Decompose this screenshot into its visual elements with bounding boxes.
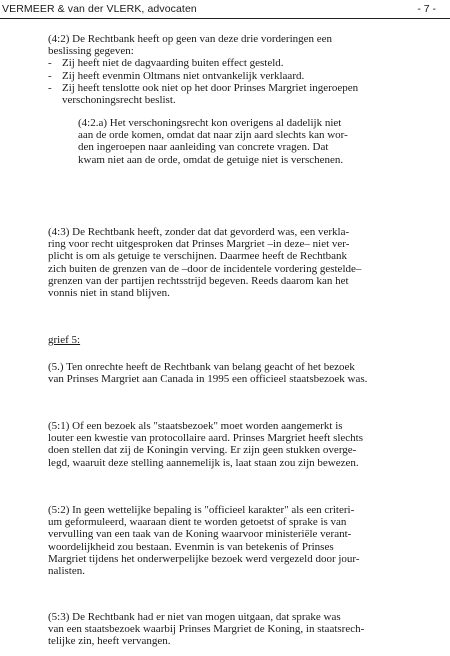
text-line: zich buiten de grenzen van de –door de incidentele vordering gestelde– bbox=[48, 262, 362, 275]
page-header bbox=[0, 0, 450, 19]
list-item bbox=[48, 70, 440, 82]
text-line: Zij heeft niet de dagvaarding buiten effect gesteld. bbox=[62, 57, 284, 70]
text-line: um geformuleerd, waaraan dient te worden getoetst of sprake is van bbox=[48, 516, 347, 529]
text-line: van Prinses Margriet aan Canada in 1995 een officieel staatsbezoek was. bbox=[48, 373, 368, 386]
text-line: (4:3) De Rechtbank heeft, zonder dat dat gevorderd was, een verkla- bbox=[48, 226, 350, 238]
bullet-list bbox=[48, 57, 440, 106]
text-line: aan de orde komen, omdat dat naar zijn aard slechts kan wor- bbox=[78, 129, 348, 142]
grief-heading: grief 5: bbox=[48, 334, 81, 346]
text-line: van een staatsbezoek waarbij Prinses Margriet de Koning, in staatsrech- bbox=[48, 623, 365, 636]
text-line: verschoningsrecht beslist. bbox=[62, 94, 176, 107]
text-line: (5:3) De Rechtbank had er niet van mogen uitgaan, dat sprake was bbox=[48, 611, 341, 623]
firm-name: VERMEER & van der VLERK, advocaten bbox=[2, 3, 197, 15]
text-line: Zij heeft evenmin Oltmans niet ontvankelijk verklaard. bbox=[62, 69, 305, 82]
text-line: (4:2) De Rechtbank heeft op geen van deze drie vorderingen een bbox=[48, 33, 333, 45]
text-line: vervulling van een taak van de Koning waarvoor ministeriële verant- bbox=[48, 528, 352, 541]
list-item bbox=[48, 82, 440, 106]
text-line: grenzen van der partijen rechtsstrijd begeven. Reeds daarom kan het bbox=[48, 274, 349, 287]
text-line: kwam niet aan de orde, omdat de getuige niet is verschenen. bbox=[78, 153, 344, 166]
text-line: den ingeroepen naar aanleiding van concrete vragen. Dat bbox=[78, 141, 329, 154]
text-line: plicht is om als getuige te verschijnen. Daarmee heeft de Rechtbank bbox=[48, 250, 348, 263]
text-line: telijke zin, heeft vervangen. bbox=[48, 635, 171, 648]
bullet-dash-icon: - bbox=[48, 69, 52, 82]
paragraph-5-1 bbox=[48, 420, 440, 469]
text-line: louter een kwestie van protocollaire aard. Prinses Margriet heeft slechts bbox=[48, 432, 364, 445]
text-line: (5.) Ten onrechte heeft de Rechtbank van belang geacht of het bezoek bbox=[48, 361, 355, 373]
paragraph-4-3 bbox=[48, 226, 440, 299]
paragraph-5 bbox=[48, 361, 440, 385]
paragraph-5-3 bbox=[48, 611, 440, 648]
text-line: Zij heeft tenslotte ook niet op het door Prinses Margriet ingeroepen bbox=[62, 81, 359, 94]
bullet-dash-icon: - bbox=[48, 81, 52, 94]
text-line: nalisten. bbox=[48, 565, 85, 578]
list-item bbox=[48, 57, 440, 69]
text-line: woordelijkheid zou bestaan. Evenmin is van betekenis of Prinses bbox=[48, 540, 334, 553]
bullet-dash-icon: - bbox=[48, 57, 52, 70]
text-line: legd, waaruit deze stelling aannemelijk is, laat staan zou zijn bewezen. bbox=[48, 456, 359, 469]
text-line: (4:2.a) Het verschoningsrecht kon overigens al dadelijk niet bbox=[78, 117, 342, 129]
text-line: ring voor recht uitgesproken dat Prinses Margriet –in deze– niet ver- bbox=[48, 238, 350, 251]
paragraph-4-2 bbox=[48, 33, 440, 106]
paragraph-4-2a bbox=[78, 117, 440, 166]
text-line: beslissing gegeven: bbox=[48, 45, 134, 58]
text-line: Margriet tijdens het onderwerpelijke bezoek werd vergezeld door jour- bbox=[48, 552, 360, 565]
page-number: - 7 - bbox=[417, 3, 436, 15]
text-line: vonnis niet in stand blijven. bbox=[48, 287, 170, 300]
text-line: (5:2) In geen wettelijke bepaling is "officieel karakter" als een criteri- bbox=[48, 504, 355, 516]
paragraph-5-2 bbox=[48, 504, 440, 577]
text-line: (5:1) Of een bezoek als "staatsbezoek" moet worden aangemerkt is bbox=[48, 420, 343, 432]
text-line: doen stellen dat zij de Koningin verving. Er zijn geen stukken overge- bbox=[48, 444, 357, 457]
